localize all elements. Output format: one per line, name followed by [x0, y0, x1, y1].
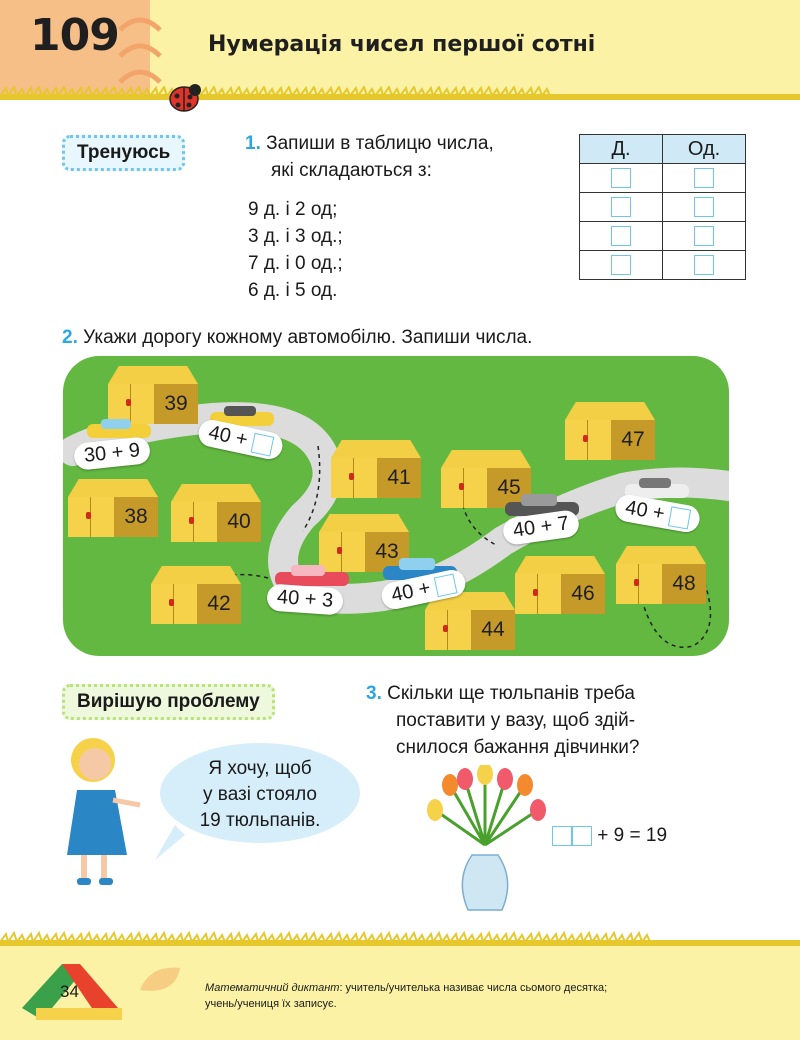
task1-items [248, 196, 343, 304]
house-number: 46 [561, 574, 605, 614]
section-label-problem: Вирішую проблему [62, 684, 275, 720]
grass-border-top [0, 86, 800, 106]
house [331, 440, 421, 498]
bubble-line: 19 тюльпанів. [199, 810, 321, 831]
table-header-tens: Д. [580, 135, 663, 164]
car-sign [266, 583, 344, 615]
task3-line1: Скільки ще тюльпанів треба [387, 683, 635, 704]
car-sign-text: 40 + [206, 421, 250, 452]
house [565, 402, 655, 460]
task3-prompt [366, 680, 746, 761]
section-label-train: Тренуюсь [62, 135, 185, 171]
task1-item: 3 д. і 3 од.; [248, 226, 343, 247]
girl-illustration [55, 730, 145, 890]
task3-line2: поставити у вазу, щоб здій- [396, 710, 636, 731]
page-number: 34 [60, 982, 79, 1001]
answer-box[interactable] [552, 826, 572, 846]
answer-box[interactable] [611, 168, 631, 188]
task1-line2: які складаються з: [271, 160, 432, 181]
car-sign-text: 40 + [389, 576, 433, 607]
answer-box[interactable] [694, 255, 714, 275]
tulip-vase-illustration [410, 765, 560, 915]
house-number: 48 [662, 564, 706, 604]
task1-item: 7 д. і 0 од.; [248, 253, 343, 274]
grass-border-bottom [0, 930, 800, 950]
house-number: 45 [487, 468, 531, 508]
page-title: Нумерація чисел першої сотні [208, 32, 596, 57]
footnote-rest: : учитель/учителька називає числа сьомого десятка; [339, 982, 608, 994]
lesson-number: 109 [30, 10, 119, 61]
table-header-ones: Од. [663, 135, 746, 164]
task1-line1: Запиши в таблицю числа, [266, 133, 494, 154]
footnote-line2: учень/учениця їх записує. [205, 998, 337, 1010]
task1-item: 6 д. і 5 од. [248, 280, 338, 301]
equation [552, 822, 667, 849]
answer-box[interactable] [694, 226, 714, 246]
ladybug-icon [165, 80, 203, 114]
house-number: 44 [471, 610, 515, 650]
car-sign-text: 40 + 7 [511, 512, 571, 542]
car-sign-text: 40 + [623, 496, 667, 526]
decor-curls [110, 8, 180, 88]
answer-box[interactable] [668, 506, 691, 529]
house-number: 42 [197, 584, 241, 624]
footnote-emphasis: Математичний диктант [205, 982, 340, 994]
answer-box[interactable] [611, 255, 631, 275]
house-number: 38 [114, 497, 158, 537]
car-sign-text: 30 + 9 [82, 439, 142, 467]
task2-prompt [62, 324, 532, 351]
car-sign-text: 40 + 3 [276, 586, 334, 612]
house [151, 566, 241, 624]
equation-text: + 9 = 19 [597, 825, 668, 846]
bubble-line: Я хочу, щоб [208, 758, 312, 779]
house [425, 592, 515, 650]
answer-box[interactable] [611, 197, 631, 217]
task1-number: 1. [245, 133, 261, 154]
digit-table [579, 134, 746, 280]
task3-number: 3. [366, 683, 382, 704]
house-number: 40 [217, 502, 261, 542]
bubble-line: у вазі стояло [203, 784, 317, 805]
house-number: 47 [611, 420, 655, 460]
task2-text: Укажи дорогу кожному автомобілю. Запиши числа. [83, 327, 533, 348]
answer-box[interactable] [251, 433, 275, 457]
answer-box[interactable] [611, 226, 631, 246]
house [171, 484, 261, 542]
task1-prompt [245, 130, 494, 184]
house [616, 546, 706, 604]
house [515, 556, 605, 614]
house-number: 39 [154, 384, 198, 424]
task3-line3: снилося бажання дівчинки? [396, 737, 640, 758]
task1-item: 9 д. і 2 од; [248, 199, 338, 220]
house [68, 479, 158, 537]
footnote [205, 980, 765, 1012]
answer-box[interactable] [694, 168, 714, 188]
speech-bubble-text [163, 756, 357, 834]
leaf-icon [135, 960, 185, 1000]
house-number: 43 [365, 532, 409, 572]
task2-number: 2. [62, 327, 78, 348]
house [108, 366, 198, 424]
road-game-board [63, 356, 729, 656]
house-number: 41 [377, 458, 421, 498]
answer-box[interactable] [434, 573, 458, 597]
answer-box[interactable] [572, 826, 592, 846]
answer-box[interactable] [694, 197, 714, 217]
